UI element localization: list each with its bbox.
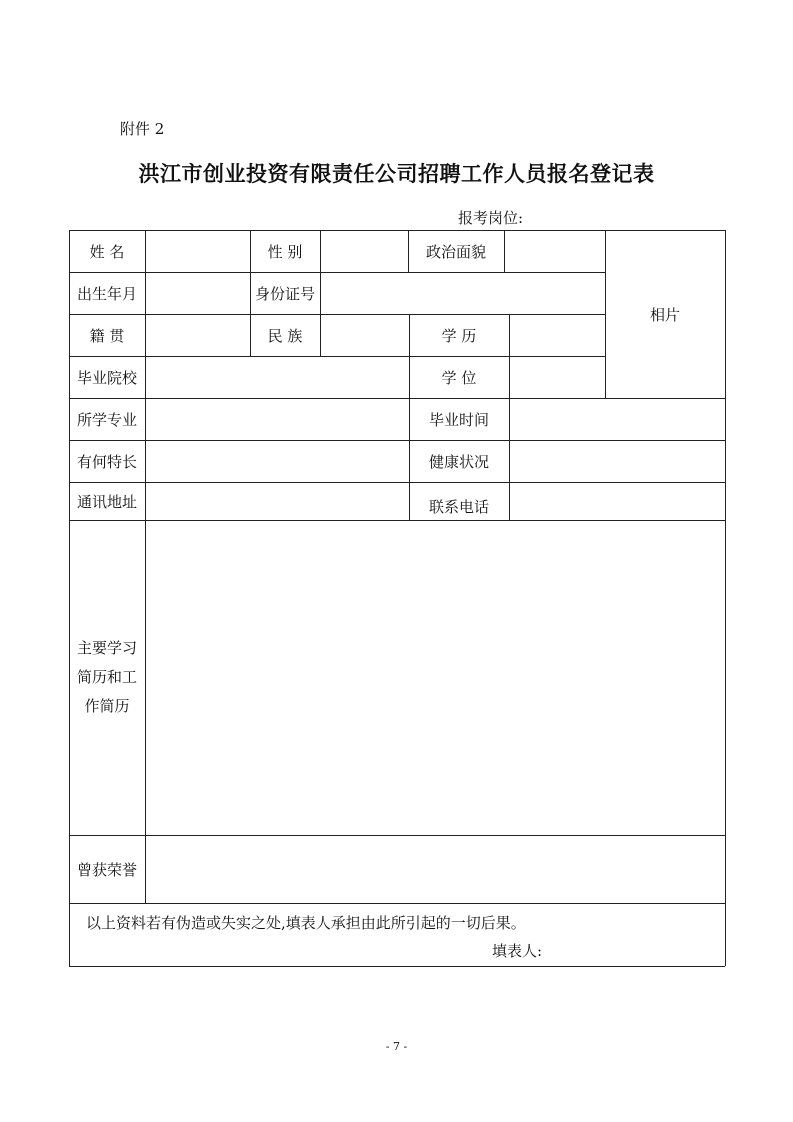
label-birth-date: 出生年月 — [76, 284, 137, 303]
birth-date-field[interactable] — [146, 273, 250, 314]
declaration-text: 以上资料若有伪造或失实之处,填表人承担由此所引起的一切后果。 — [86, 914, 526, 932]
photo-box[interactable] — [606, 231, 725, 398]
photo-placeholder: 相片 — [649, 305, 680, 324]
native-place-field[interactable] — [146, 315, 250, 356]
address-field[interactable] — [146, 483, 409, 520]
label-political-status: 政治面貌 — [425, 242, 486, 261]
label-major: 所学专业 — [76, 410, 137, 429]
label-degree: 学 位 — [441, 368, 477, 387]
label-resume-line: 作简历 — [84, 697, 130, 715]
major-field[interactable] — [146, 399, 409, 440]
page-title: 洪江市创业投资有限责任公司招聘工作人员报名登记表 — [138, 162, 655, 186]
health-field[interactable] — [510, 441, 725, 482]
label-ethnicity: 民 族 — [267, 326, 303, 345]
label-education: 学 历 — [441, 326, 477, 345]
label-graduation-time: 毕业时间 — [428, 410, 489, 429]
label-native-place: 籍 贯 — [89, 326, 125, 345]
page-number: - 7 - — [385, 1040, 408, 1053]
applied-post-label: 报考岗位: — [458, 209, 524, 227]
table-line — [725, 230, 726, 966]
id-number-field[interactable] — [321, 273, 605, 314]
name-field[interactable] — [146, 231, 250, 272]
label-health: 健康状况 — [428, 452, 489, 471]
label-school: 毕业院校 — [76, 368, 137, 387]
honors-field[interactable] — [146, 836, 725, 903]
political-status-field[interactable] — [505, 231, 605, 272]
table-line — [69, 966, 725, 967]
label-resume-line: 主要学习 — [76, 639, 137, 657]
table-line — [69, 903, 725, 904]
specialty-field[interactable] — [146, 441, 409, 482]
label-resume-line: 简历和工 — [76, 668, 137, 686]
label-phone: 联系电话 — [428, 497, 489, 516]
phone-field[interactable] — [510, 483, 725, 520]
label-name: 姓 名 — [89, 242, 125, 261]
school-field[interactable] — [146, 357, 409, 398]
label-specialty: 有何特长 — [76, 452, 137, 471]
label-resume — [69, 520, 145, 835]
degree-field[interactable] — [510, 357, 605, 398]
graduation-time-field[interactable] — [510, 399, 725, 440]
attachment-label: 附件 2 — [120, 120, 165, 138]
ethnicity-field[interactable] — [321, 315, 409, 356]
signer-label: 填表人: — [492, 942, 543, 960]
label-id-number: 身份证号 — [254, 284, 315, 303]
label-honors: 曾获荣誉 — [76, 860, 137, 879]
education-field[interactable] — [510, 315, 605, 356]
gender-field[interactable] — [321, 231, 408, 272]
resume-field[interactable] — [146, 521, 725, 835]
label-address: 通讯地址 — [76, 492, 137, 511]
label-gender: 性 别 — [267, 242, 303, 261]
